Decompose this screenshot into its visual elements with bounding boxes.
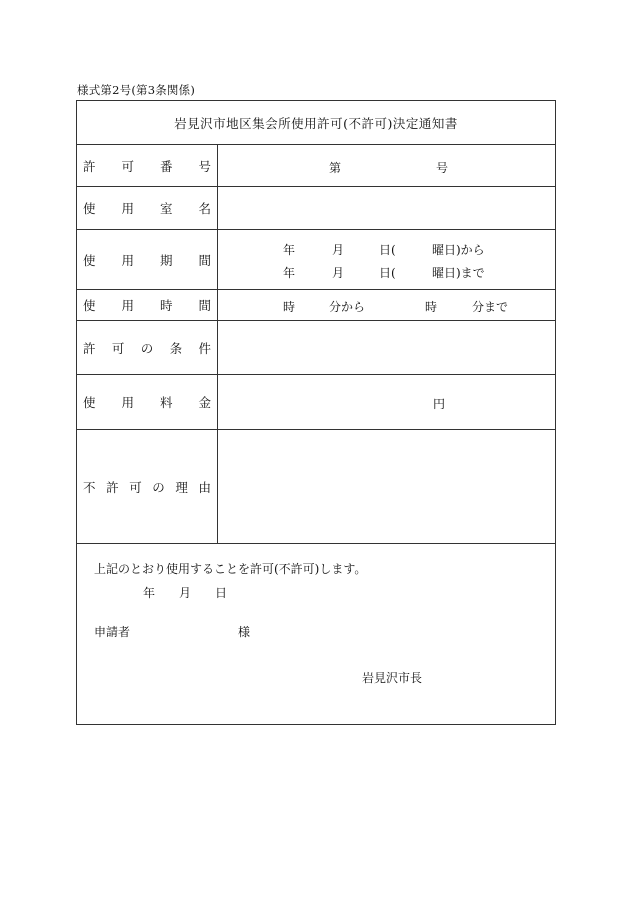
label-char: 可 bbox=[121, 158, 134, 174]
label-char: の bbox=[140, 340, 154, 356]
period-start-month: 月 bbox=[332, 243, 345, 257]
label-char: 由 bbox=[198, 479, 211, 495]
label-period bbox=[77, 230, 218, 289]
label-permit-number bbox=[77, 145, 218, 186]
date-month: 月 bbox=[179, 586, 192, 600]
label-char: 使 bbox=[83, 201, 96, 216]
period-start-weekday: 曜日)から bbox=[432, 243, 485, 257]
label-char: 室 bbox=[159, 201, 173, 216]
label-char: 金 bbox=[198, 395, 211, 410]
row-reason bbox=[77, 430, 555, 544]
value-reason[interactable] bbox=[218, 430, 555, 543]
label-char: 名 bbox=[198, 201, 211, 216]
value-fee[interactable] bbox=[218, 375, 555, 429]
label-char: 可 bbox=[129, 479, 142, 495]
value-conditions[interactable] bbox=[218, 321, 555, 374]
value-time[interactable] bbox=[218, 290, 555, 320]
value-permit-number[interactable] bbox=[218, 145, 555, 186]
time-end-minute: 分まで bbox=[472, 300, 509, 314]
time-start-minute: 分から bbox=[329, 300, 366, 314]
label-fee bbox=[77, 375, 218, 429]
label-char: 許 bbox=[83, 340, 96, 356]
date-year: 年 bbox=[143, 586, 156, 600]
label-char: 用 bbox=[121, 252, 134, 268]
value-room-name[interactable] bbox=[218, 187, 555, 229]
label-char: 許 bbox=[106, 479, 119, 495]
label-char: 間 bbox=[198, 252, 211, 268]
permit-suffix: 号 bbox=[436, 161, 449, 175]
label-char: 番 bbox=[159, 158, 173, 174]
date-day: 日 bbox=[215, 586, 228, 600]
issuer: 岩見沢市長 bbox=[362, 671, 423, 685]
label-char: 可 bbox=[111, 340, 125, 356]
label-char: 条 bbox=[169, 340, 183, 356]
value-period[interactable] bbox=[218, 230, 555, 289]
period-end-day: 日( bbox=[379, 266, 396, 280]
label-char: 使 bbox=[83, 298, 96, 313]
row-time bbox=[77, 290, 555, 321]
applicant-honorific: 様 bbox=[238, 625, 251, 639]
label-char: の bbox=[152, 479, 165, 495]
period-start-year: 年 bbox=[283, 243, 296, 257]
label-char: 時 bbox=[159, 298, 173, 313]
approval-statement: 上記のとおり使用することを許可(不許可)します。 bbox=[94, 562, 367, 576]
label-reason bbox=[77, 430, 218, 543]
form-number: 様式第2号(第3条関係) bbox=[77, 83, 196, 97]
row-fee bbox=[77, 375, 555, 430]
label-time bbox=[77, 290, 218, 320]
row-permit-number bbox=[77, 145, 555, 187]
label-room-name bbox=[77, 187, 218, 229]
period-start-day: 日( bbox=[379, 243, 396, 257]
label-char: 件 bbox=[198, 340, 211, 356]
label-char: 期 bbox=[159, 252, 173, 268]
label-char: 不 bbox=[83, 479, 96, 495]
label-char: 間 bbox=[198, 298, 211, 313]
applicant-label: 申請者 bbox=[94, 625, 131, 639]
label-char: 理 bbox=[175, 479, 188, 495]
row-conditions bbox=[77, 321, 555, 375]
label-char: 料 bbox=[159, 395, 173, 410]
permit-prefix: 第 bbox=[329, 161, 342, 175]
period-end-month: 月 bbox=[332, 266, 345, 280]
row-room-name bbox=[77, 187, 555, 230]
label-conditions bbox=[77, 321, 218, 374]
period-end-weekday: 曜日)まで bbox=[432, 266, 485, 280]
label-char: 許 bbox=[83, 158, 96, 174]
label-char: 用 bbox=[121, 201, 134, 216]
label-char: 号 bbox=[198, 158, 211, 174]
label-char: 使 bbox=[83, 395, 96, 410]
row-period bbox=[77, 230, 555, 290]
approval-section bbox=[77, 544, 555, 726]
time-start-hour: 時 bbox=[283, 300, 296, 314]
form-title: 岩見沢市地区集会所使用許可(不許可)決定通知書 bbox=[77, 101, 555, 145]
time-end-hour: 時 bbox=[425, 300, 438, 314]
period-end-year: 年 bbox=[283, 266, 296, 280]
fee-unit: 円 bbox=[433, 397, 446, 411]
label-char: 用 bbox=[121, 395, 134, 410]
label-char: 使 bbox=[83, 252, 96, 268]
label-char: 用 bbox=[121, 298, 134, 313]
notification-form bbox=[76, 100, 556, 725]
